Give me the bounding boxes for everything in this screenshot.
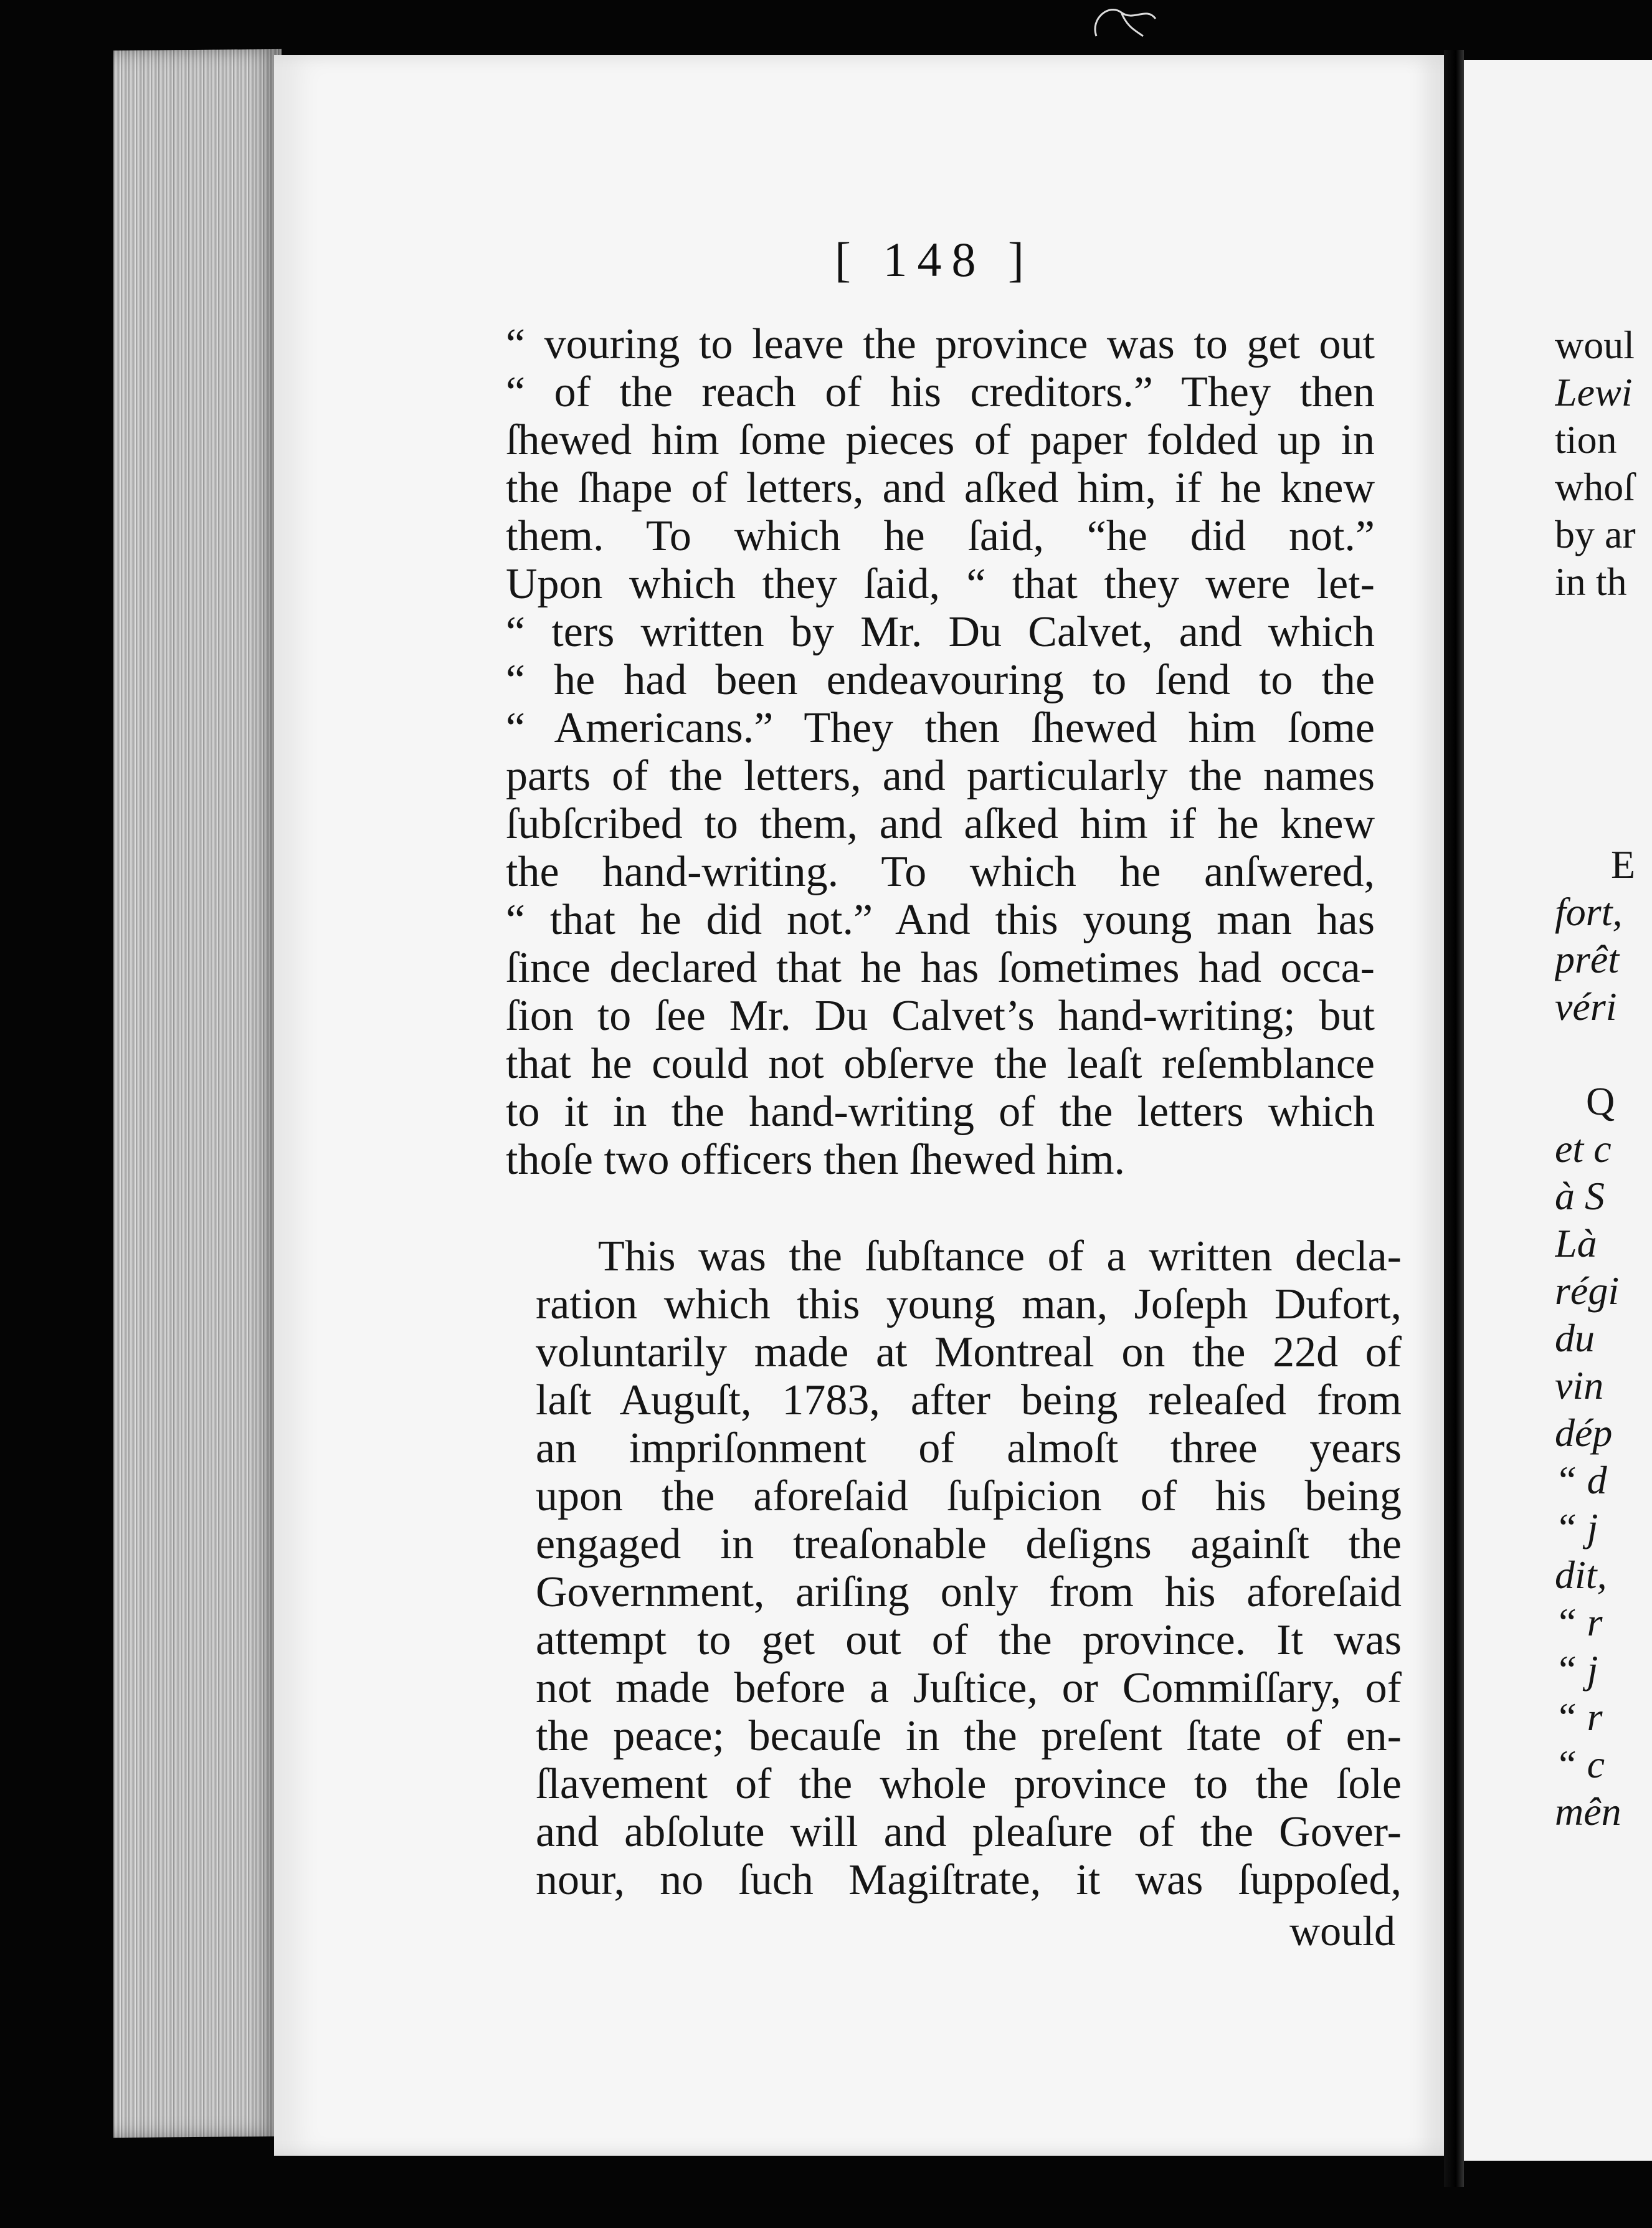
text-line: the hand-writing. To which he anſwered, [506,848,1375,896]
text-line: “ he had been endeavouring to ſend to the [506,656,1375,704]
fragment-line: Là [1555,1221,1597,1265]
fragment-line: fort, [1555,890,1623,934]
text-line: Upon which they ſaid, “ that they were let- [506,560,1375,608]
fragment-line: tion [1555,417,1617,462]
page-edges [113,49,282,2138]
text-line: “ vouring to leave the province was to get out [506,320,1375,368]
text-line: ſubſcribed to them, and aſked him if he knew [506,800,1375,848]
text-line: “ of the reach of his creditors.” They then [506,368,1375,416]
fragment-line: “ r [1555,1600,1603,1644]
text-line: the peace; becauſe in the preſent ſtate of en- [536,1712,1402,1760]
text-line: upon the aforeſaid ſuſpicion of his being [536,1472,1402,1520]
text-line: and abſolute will and pleaſure of the Gover- [536,1808,1402,1856]
fragment-line [1555,1031,1652,1078]
fragment-line: by ar [1555,512,1636,556]
fragment-line: Lewi [1555,370,1633,414]
fragment-line: dit, [1555,1553,1607,1597]
fragment-line: whoſ [1555,465,1635,509]
text-line: parts of the letters, and particularly the names [506,752,1375,800]
fragment-line: “ j [1555,1647,1598,1692]
text-line: attempt to get out of the province. It was [536,1616,1402,1664]
text-line: “ ters written by Mr. Du Calvet, and which [506,608,1375,656]
text-line: ſlavement of the whole province to the ſole [536,1760,1402,1808]
fragment-line: et c [1555,1126,1612,1171]
fragment-line: régi [1555,1269,1620,1313]
thread-fiber [1084,0,1165,37]
fragment-line: woul [1555,323,1635,367]
right-page-fragment-bottom [1555,841,1652,1835]
text-line: thoſe two officers then ſhewed him. [506,1136,1126,1184]
text-line: engaged in treaſonable deſigns againſt the [536,1520,1402,1568]
fragment-line: “ c [1555,1742,1605,1786]
fragment-line: E [1611,842,1636,887]
text-line: This was the ſubſtance of a written decla- [598,1232,1402,1280]
text-line: “ Americans.” They then ſhewed him ſome [506,704,1375,752]
text-line: voluntarily made at Montreal on the 22d of [536,1328,1402,1376]
text-line: that he could not obſerve the leaſt reſemblance [506,1040,1375,1088]
fragment-line: à S [1555,1174,1605,1218]
text-line: ration which this young man, Joſeph Dufort, [536,1280,1402,1328]
text-line: ſhewed him ſome pieces of paper folded up in [506,416,1375,464]
fragment-line: dép [1555,1411,1613,1455]
fragment-line: vin [1555,1363,1604,1407]
text-line: the ſhape of letters, and aſked him, if he knew [506,464,1375,512]
text-line: them. To which he ſaid, “he did not.” [506,512,1375,560]
text-line: not made before a Juſtice, or Commiſſary, of [536,1664,1402,1712]
text-line: ſion to ſee Mr. Du Calvet’s hand-writing; but [506,992,1375,1040]
text-line: nour, no ſuch Magiſtrate, it was ſuppoſed, [536,1856,1402,1904]
book-gutter [1444,50,1464,2187]
paragraph-two [536,1232,1402,1904]
text-line: ſince declared that he has ſometimes had occa- [506,944,1375,992]
text-line: “ that he did not.” And this young man has [506,896,1375,944]
fragment-line: prêt [1555,937,1620,981]
paragraph-one [506,320,1375,1184]
fragment-line: du [1555,1316,1595,1360]
fragment-line: “ j [1555,1505,1598,1550]
text-line: to it in the hand-writing of the letters which [506,1088,1375,1136]
text-line: laſt Auguſt, 1783, after being releaſed from [536,1376,1402,1424]
text-line: Government, ariſing only from his aforeſaid [536,1568,1402,1616]
page-number-header: [ 148 ] [835,232,1034,287]
fragment-line: “ d [1555,1458,1607,1502]
right-page-fragment-top [1555,321,1652,606]
fragment-line: in th [1555,559,1627,604]
fragment-line: Q [1586,1079,1615,1123]
fragment-line: véri [1555,984,1617,1029]
text-line: an impriſonment of almoſt three years [536,1424,1402,1472]
catchword: would [1289,1907,1395,1954]
fragment-line: mên [1555,1789,1621,1834]
fragment-line: “ r [1555,1695,1603,1739]
